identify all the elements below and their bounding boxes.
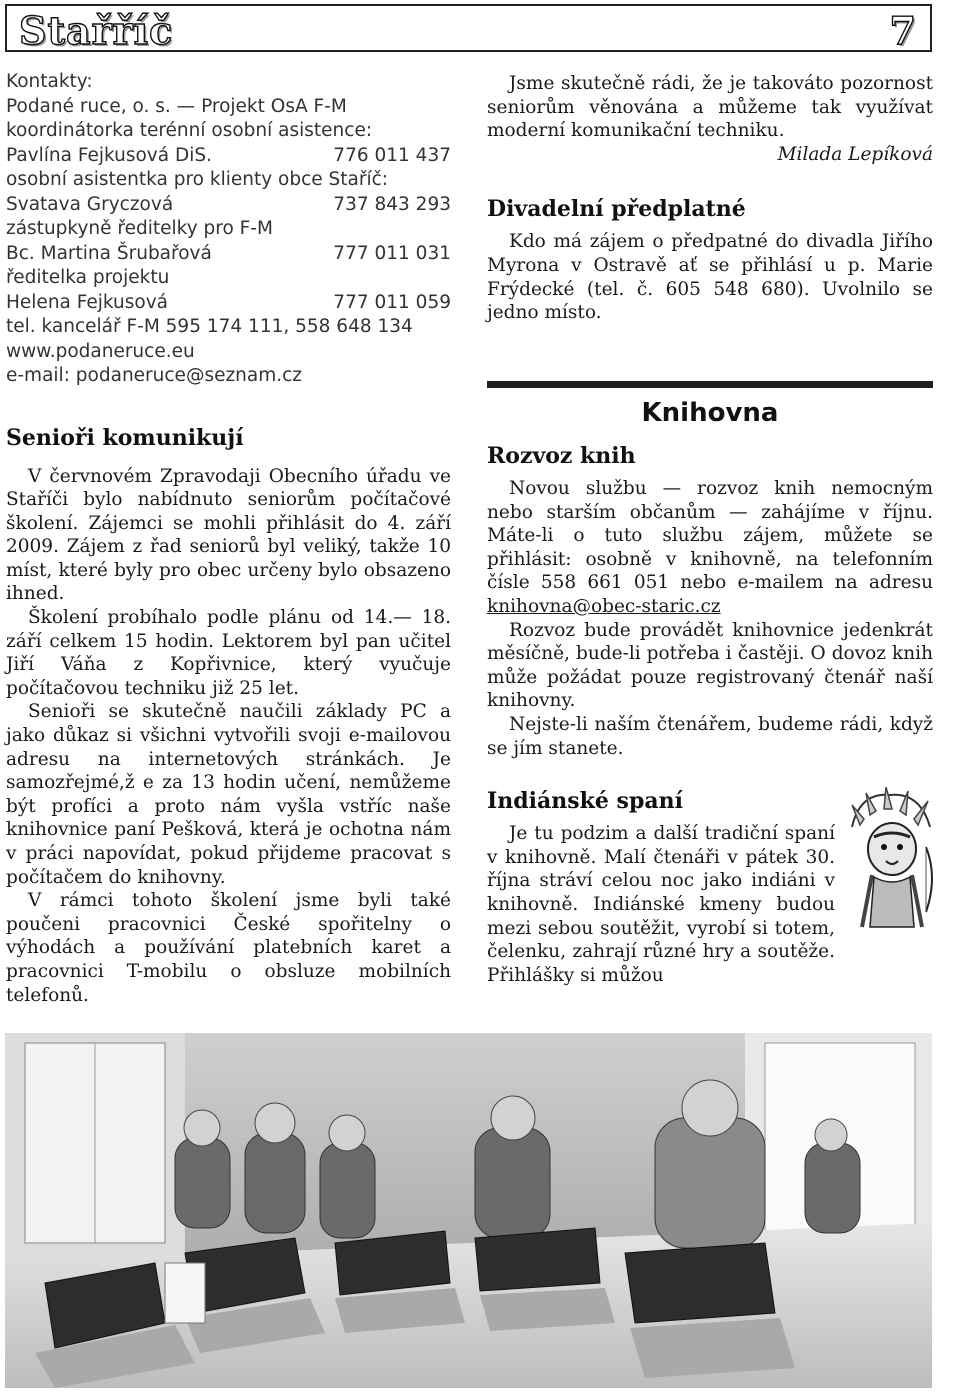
coordinator-role: koordinátorka terénní osobní asistence: (6, 120, 373, 141)
director-name: Helena Fejkusová (6, 291, 169, 313)
indian-heading: Indiánské spaní (487, 788, 683, 815)
masthead (5, 4, 932, 52)
rozvoz-paragraph-3: Nejste-li naším čtenářem, budeme rádi, když se jím stanete. (487, 713, 933, 759)
divadlo-article (487, 230, 933, 324)
page-number: 7 (889, 8, 916, 53)
coordinator-row (6, 144, 451, 169)
knihovna-banner: Knihovna (641, 398, 779, 428)
indian-chief-icon (842, 787, 937, 937)
closing-text: Jsme skutečně rádi, že je takováto pozornost seniorům věnována a můžeme tak využívat moderní komunikační techniku. (487, 73, 933, 142)
seniori-heading: Senioři komunikují (6, 424, 244, 451)
deputy-name: Bc. Martina Šrubařová (6, 242, 212, 264)
office-phones: tel. kancelář F-M 595 174 111, 558 648 134 (6, 316, 413, 337)
assistant-phone: 737 843 293 (333, 193, 451, 215)
assistant-name: Svatava Gryczová (6, 193, 174, 215)
coordinator-phone: 776 011 437 (333, 144, 451, 166)
deputy-phone: 777 011 031 (333, 242, 451, 264)
rozvoz-heading: Rozvoz knih (487, 443, 636, 469)
coordinator-name: Pavlína Fejkusová DiS. (6, 144, 212, 166)
section-divider (487, 381, 933, 388)
seniori-paragraph-3: Senioři se skutečně naučili základy PC a jako důkaz si všichni vytvořili svoji e-mailovou adresu na internetových stránkách. Je samozřejmé,ž e za 13 hodin učení, nemůžeme být profíci a proto nám vyšla vstříc naše knihovnice paní Pešková, která je ochotna nám v práci napovídat, pokud přijdeme pracovat s počítačem do knihovny. (6, 701, 451, 888)
photo-image (5, 1033, 932, 1388)
right-column (487, 72, 933, 325)
left-column (6, 70, 451, 1007)
newsletter-title: Stařříč (19, 8, 174, 53)
computer-class-photo (5, 1033, 932, 1388)
director-role: ředitelka projektu (6, 267, 170, 288)
rozvoz-paragraph-2: Rozvoz bude provádět knihovnice jedenkrát měsíčně, bude-li potřeba i častěji. O dovoz knih může požádat pouze registrovaný čtenář naší knihovny. (487, 619, 933, 712)
divadlo-text: Kdo má zájem o předpatné do divadla Jiřího Myrona v Ostravě ať se přihlásí u p. Marie Frýdecké (tel. č. 605 548 680). Uvolnilo se jedno místo. (487, 231, 933, 324)
director-row (6, 291, 451, 316)
seniori-paragraph-1: V červnovém Zpravodaji Obecního úřadu ve Staříči bylo nabídnuto seniorům počítačové školení. Zájemci se mohli přihlásit do 4. září 2009. Zájem z řad seniorů byl veliký, takže 10 míst, které byly pro obec určeny bylo obsazeno ihned. (6, 465, 451, 605)
website-link[interactable]: www.podaneruce.eu (6, 340, 195, 362)
seniori-article (6, 465, 451, 1008)
assistant-role: osobní asistentka pro klienty obce Staříč: (6, 169, 389, 190)
contacts-block (6, 70, 451, 389)
assistant-row (6, 193, 451, 218)
indian-chief-illustration (842, 787, 937, 937)
rozvoz-text: Novou službu — rozvoz knih nemocným nebo starším občanům — zahájíme v říjnu. Máte-li o tuto službu zájem, můžete se přihlásit: osobně v knihovně, na telefonním čísle 558 661 051 nebo e-mailem na adresu (487, 478, 933, 594)
divadlo-heading: Divadelní předplatné (487, 196, 746, 223)
signature: Milada Lepíková (777, 143, 933, 165)
director-phone: 777 011 059 (333, 291, 451, 313)
rozvoz-article (487, 477, 933, 760)
deputy-row (6, 242, 451, 267)
seniori-paragraph-4: V rámci tohoto školení jsme byli také poučeni pracovnici České spořitelny o výhodách a používání platebních karet a pracovnici T-mobilu o obsluze mobilních telefonů. (6, 890, 451, 1006)
library-email-link[interactable]: knihovna@obec-staric.cz (487, 595, 721, 617)
closing-block (487, 72, 933, 166)
contacts-org: Podané ruce, o. s. — Projekt OsA F-M (6, 95, 347, 117)
rozvoz-paragraph-1 (487, 477, 933, 619)
email-link[interactable]: e-mail: podaneruce@seznam.cz (6, 365, 303, 386)
contacts-heading: Kontakty: (6, 71, 93, 92)
seniori-paragraph-2: Školení probíhalo podle plánu od 14.— 18. září celkem 15 hodin. Lektorem byl pan učitel Jiří Váňa z Kopřivnice, který vyučuje počítačovou techniku již 25 let. (6, 607, 451, 699)
indian-text: Je tu podzim a další tradiční spaní v knihovně. Malí čtenáři v pátek 30. října stráví celou noc jako indiáni v knihovně. Indiánské kmeny budou mezi sebou soutěžit, vyrobí si totem, čelenku, zahrají různé hry a soutěže. Přihlášky si můžou (487, 823, 835, 986)
deputy-role: zástupkyně ředitelky pro F-M (6, 218, 273, 239)
